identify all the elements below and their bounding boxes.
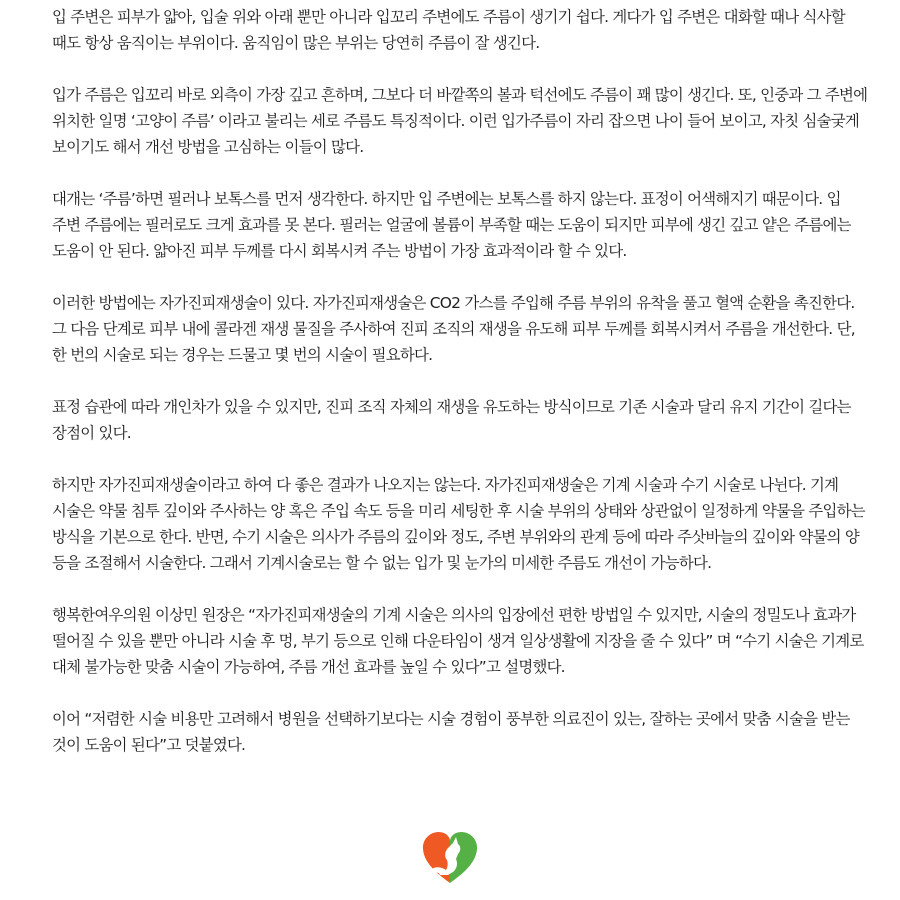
paragraph-8: 이어 “저렴한 시술 비용만 고려해서 병원을 선택하기보다는 시술 경험이 풍부한 의료진이 있는, 잘하는 곳에서 맞춤 시술을 받는 것이 도움이 된다”고 덧붙였다. bbox=[52, 710, 850, 754]
paragraph-7: 행복한여우의원 이상민 원장은 “자가진피재생술의 기계 시술은 의사의 입장에선 편한 방법일 수 있지만, 시술의 정밀도나 효과가 떨어질 수 있을 뿐만 아니라 시술 후 멍, 부기 등으로 인해 다운타임이 생겨 일상생활에 지장을 줄 수 있다” 며 “수기 시술은 기계로 대체 불가능한 맞춤 시술이 가능하여, 주름 개선 효과를 높일 수 있다”고 설명했다. bbox=[52, 606, 864, 676]
paragraph-2: 입가 주름은 입꼬리 바로 외측이 가장 깊고 흔하며, 그보다 더 바깥쪽의 볼과 턱선에도 주름이 꽤 많이 생긴다. 또, 인중과 그 주변에 위치한 일명 ‘고양이 주름’ 이라고 불리는 세로 주름도 특징적이다. 이런 입가주름이 자리 잡으면 나이 들어 보이고, 자칫 심술궂게 보이기도 해서 개선 방법을 고심하는 이들이 많다. bbox=[52, 86, 868, 156]
fox-heart-logo-icon bbox=[420, 829, 480, 885]
paragraph-6: 하지만 자가진피재생술이라고 하여 다 좋은 결과가 나오지는 않는다. 자가진피재생술은 기계 시술과 수기 시술로 나뉜다. 기계 시술은 약물 침투 깊이와 주사하는 양 혹은 주입 속도 등을 미리 세팅한 후 시술 부위의 상태와 상관없이 일정하게 약물을 주입하는 방식을 기본으로 한다. 반면, 수기 시술은 의사가 주름의 깊이와 정도, 주변 부위와의 관계 등에 따라 주삿바늘의 깊이와 약물의 양 등을 조절해서 시술한다. 그래서 기계시술로는 할 수 없는 입가 및 눈가의 미세한 주름도 개선이 가능하다. bbox=[52, 476, 865, 572]
paragraph-3: 대개는 ‘주름’하면 필러나 보톡스를 먼저 생각한다. 하지만 입 주변에는 보톡스를 하지 않는다. 표정이 어색해지기 때문이다. 입 주변 주름에는 필러로도 크게 효과를 못 본다. 필러는 얼굴에 볼륨이 부족할 때는 도움이 되지만 피부에 생긴 깊고 얕은 주름에는 도움이 안 된다. 얇아진 피부 두께를 다시 회복시켜 주는 방법이 가장 효과적이라 할 수 있다. bbox=[52, 190, 851, 260]
paragraph-4: 이러한 방법에는 자가진피재생술이 있다. 자가진피재생술은 CO2 가스를 주입해 주름 부위의 유착을 풀고 혈액 순환을 촉진한다. 그 다음 단계로 피부 내에 콜라겐 재생 물질을 주사하여 진피 조직의 재생을 유도해 피부 두께를 회복시켜서 주름을 개선한다. 단, 한 번의 시술로 되는 경우는 드물고 몇 번의 시술이 필요하다. bbox=[52, 294, 855, 364]
paragraph-1: 입 주변은 피부가 얇아, 입술 위와 아래 뿐만 아니라 입꼬리 주변에도 주름이 생기기 쉽다. 게다가 입 주변은 대화할 때나 식사할 때도 항상 움직이는 부위이다. 움직임이 많은 부위는 당연히 주름이 잘 생긴다. bbox=[52, 8, 845, 52]
article-body bbox=[52, 4, 868, 784]
paragraph-5: 표정 습관에 따라 개인차가 있을 수 있지만, 진피 조직 자체의 재생을 유도하는 방식이므로 기존 시술과 달리 유지 기간이 길다는 장점이 있다. bbox=[52, 398, 851, 442]
